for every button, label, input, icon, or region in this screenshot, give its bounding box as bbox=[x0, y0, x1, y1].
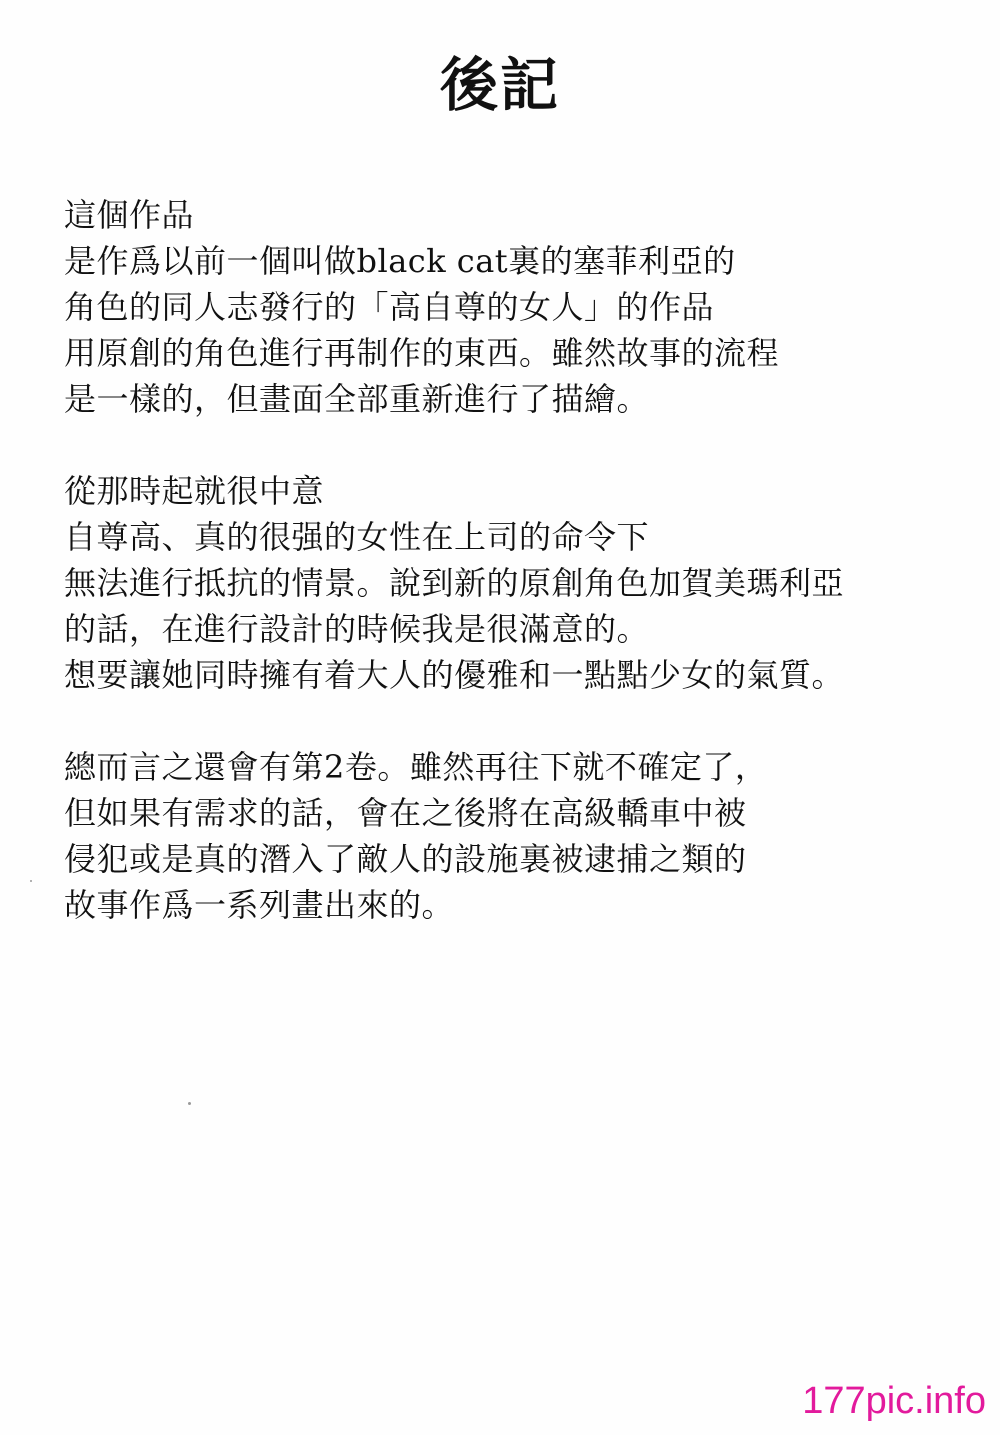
text-line: 是作爲以前一個叫做black cat裏的塞菲利亞的 bbox=[64, 242, 736, 280]
text-line: 用原創的角色進行再制作的東西。雖然故事的流程 bbox=[64, 334, 780, 372]
page-title: 後記 bbox=[439, 51, 560, 119]
text-line: 的話，在進行設計的時候我是很滿意的。 bbox=[64, 610, 650, 648]
text-line: 角色的同人志發行的「高自尊的女人」的作品 bbox=[64, 288, 715, 326]
paragraph-2 bbox=[64, 468, 964, 698]
paragraph-3 bbox=[64, 744, 964, 928]
text-line: 從那時起就很中意 bbox=[64, 472, 325, 510]
afterword-body bbox=[64, 192, 964, 974]
text-line: 想要讓她同時擁有着大人的優雅和一點點少女的氣質。 bbox=[64, 656, 845, 694]
text-line: 侵犯或是真的潛入了敵人的設施裏被逮捕之類的 bbox=[64, 840, 747, 878]
text-line: 故事作爲一系列畫出來的。 bbox=[64, 886, 455, 924]
paper-speck bbox=[30, 880, 32, 882]
text-line: 這個作品 bbox=[64, 196, 195, 234]
text-line: 無法進行抵抗的情景。說到新的原創角色加賀美瑪利亞 bbox=[64, 564, 845, 602]
site-watermark: 177pic.info bbox=[802, 1380, 986, 1422]
text-line: 總而言之還會有第2卷。雖然再往下就不確定了， bbox=[64, 748, 768, 786]
text-line: 但如果有需求的話，會在之後將在高級轎車中被 bbox=[64, 794, 747, 832]
text-line: 自尊高、真的很强的女性在上司的命令下 bbox=[64, 518, 650, 556]
text-line: 是一樣的，但畫面全部重新進行了描繪。 bbox=[64, 380, 650, 418]
paragraph-1 bbox=[64, 192, 964, 422]
paper-speck bbox=[188, 1102, 191, 1105]
